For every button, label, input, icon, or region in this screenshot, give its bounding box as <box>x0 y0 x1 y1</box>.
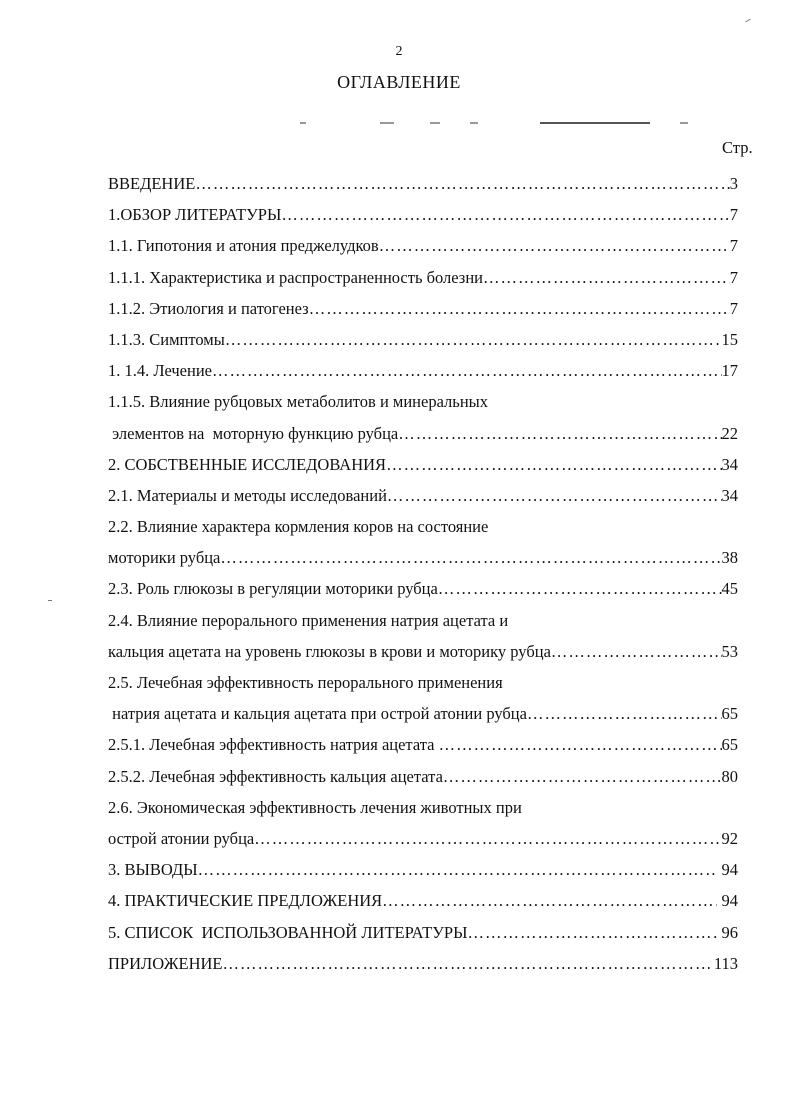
page-column-label: Стр. <box>722 138 753 157</box>
toc-leader-dots <box>398 418 721 449</box>
toc-entry-page: 3 <box>729 174 738 193</box>
toc-entry[interactable] <box>108 885 738 916</box>
scan-artifact-dash <box>680 122 688 124</box>
scan-artifact-dash <box>470 122 478 124</box>
toc-entry-title: 3. ВЫВОДЫ <box>108 860 198 880</box>
toc-entry-page: 34 <box>721 454 738 474</box>
toc-entry-title[interactable]: 1.1.5. Влияние рубцовых метаболитов и минеральных <box>108 392 488 412</box>
toc-entry-title: 4. ПРАКТИЧЕСКИЕ ПРЕДЛОЖЕНИЯ <box>108 891 383 911</box>
scan-artifact-mark <box>745 19 751 23</box>
toc-entry-page: 7 <box>729 236 738 256</box>
toc-entry[interactable] <box>108 293 738 324</box>
toc-entry[interactable] <box>108 355 738 386</box>
scan-artifact-mark <box>48 600 52 601</box>
toc-leader-dots <box>222 948 713 979</box>
toc-leader-dots <box>225 324 722 355</box>
toc-entry-title: 2.1. Материалы и методы исследований <box>108 485 387 505</box>
toc-entry[interactable] <box>108 636 738 667</box>
scan-artifact-dash <box>300 122 306 124</box>
toc-entry-title: 1.1.3. Симптомы <box>108 329 225 349</box>
scan-artifact-dash <box>380 122 394 124</box>
toc-entry-title[interactable]: 2.5. Лечебная эффективность перорального применения <box>108 673 503 692</box>
toc-entry[interactable] <box>108 449 738 480</box>
toc-entry[interactable] <box>108 199 738 230</box>
toc-entry[interactable] <box>108 542 738 573</box>
toc-entry[interactable] <box>108 230 738 261</box>
toc-leader-dots <box>443 761 722 792</box>
toc-entry-page: 17 <box>721 361 738 381</box>
toc-entry-title: 1.1.1. Характеристика и распространенность болезни <box>108 267 483 287</box>
toc-entry-title: 2. СОБСТВЕННЫЕ ИССЛЕДОВАНИЯ <box>108 454 387 474</box>
toc-entry[interactable] <box>108 480 738 511</box>
toc-leader-dots <box>212 355 722 386</box>
toc-leader-dots <box>483 262 730 293</box>
toc-entry[interactable] <box>108 948 738 979</box>
toc-leader-dots <box>467 917 717 948</box>
toc-entry-page: 7 <box>729 205 738 225</box>
toc-entry[interactable] <box>108 262 738 293</box>
toc-leader-dots <box>438 573 722 604</box>
toc-entry-page: 65 <box>721 704 738 724</box>
toc-entry-page: 15 <box>721 329 738 349</box>
toc-entry-continuation: моторики рубца <box>108 548 221 568</box>
toc-entry-title: 1.ОБЗОР ЛИТЕРАТУРЫ <box>108 205 282 225</box>
toc-entry[interactable] <box>108 761 738 792</box>
toc-entry-page: 53 <box>721 641 738 661</box>
toc-entry-title: 5. СПИСОК ИСПОЛЬЗОВАННОЙ ЛИТЕРАТУРЫ <box>108 922 468 942</box>
table-of-contents <box>108 168 738 979</box>
toc-entry-continuation: острой атонии рубца <box>108 828 255 848</box>
toc-entry[interactable] <box>108 823 738 854</box>
toc-entry-page: 7 <box>729 298 738 318</box>
toc-entry-page: 92 <box>721 828 738 848</box>
toc-entry[interactable] <box>108 573 738 604</box>
toc-entry-title[interactable]: 2.6. Экономическая эффективность лечения животных при <box>108 797 522 817</box>
scan-artifact-line <box>540 122 650 124</box>
toc-entry-title: 1. 1.4. Лечение <box>108 361 212 381</box>
toc-entry-title: 2.5.1. Лечебная эффективность натрия ацетата <box>108 735 439 755</box>
toc-leader-dots <box>551 636 722 667</box>
toc-entry[interactable] <box>108 917 738 948</box>
toc-entry[interactable] <box>108 854 738 885</box>
toc-entry[interactable] <box>108 418 738 449</box>
toc-leader-dots <box>387 480 722 511</box>
page-number: 2 <box>395 44 403 59</box>
toc-entry-title: ВВЕДЕНИЕ <box>108 174 196 193</box>
toc-entry-page: 45 <box>721 579 738 599</box>
toc-entry-title[interactable]: 2.2. Влияние характера кормления коров на состояние <box>108 517 489 537</box>
toc-entry-page: 7 <box>729 267 738 287</box>
toc-leader-dots <box>195 168 729 199</box>
toc-entry-title: 2.3. Роль глюкозы в регуляции моторики рубца <box>108 579 438 599</box>
toc-entry-page: 38 <box>721 548 738 568</box>
toc-entry-title: ПРИЛОЖЕНИЕ <box>108 953 223 973</box>
toc-entry[interactable] <box>108 698 738 729</box>
toc-entry-page: 94 <box>717 891 738 911</box>
toc-leader-dots <box>527 698 722 729</box>
toc-leader-dots <box>220 542 721 573</box>
toc-entry[interactable] <box>108 324 738 355</box>
toc-entry-page: 96 <box>717 922 738 942</box>
toc-entry-page: 113 <box>713 953 738 973</box>
toc-entry-continuation: элементов на моторную функцию рубца <box>108 423 399 443</box>
toc-entry-page: 65 <box>721 735 738 755</box>
toc-entry-page: 22 <box>721 423 738 443</box>
toc-leader-dots <box>439 729 722 760</box>
toc-leader-dots <box>386 449 721 480</box>
toc-leader-dots <box>309 293 730 324</box>
toc-entry-title: 1.1.2. Этиология и патогенез <box>108 298 309 318</box>
toc-leader-dots <box>198 854 718 885</box>
toc-entry-title[interactable]: 2.4. Влияние перорального применения натрия ацетата и <box>108 610 509 630</box>
toc-leader-dots <box>379 230 730 261</box>
toc-entry-page: 34 <box>721 485 738 505</box>
toc-entry[interactable] <box>108 168 738 199</box>
page-title: ОГЛАВЛЕНИЕ <box>337 72 461 92</box>
toc-entry[interactable] <box>108 729 738 760</box>
toc-entry-page: 80 <box>721 766 738 786</box>
toc-entry-title: 2.5.2. Лечебная эффективность кальция ацетата <box>108 766 443 786</box>
toc-entry-continuation: натрия ацетата и кальция ацетата при острой атонии рубца <box>108 704 527 724</box>
toc-entry-page: 94 <box>717 860 738 880</box>
toc-entry-continuation: кальция ацетата на уровень глюкозы в крови и моторику рубца <box>108 641 551 661</box>
toc-leader-dots <box>382 885 717 916</box>
scan-artifact-dash <box>430 122 440 124</box>
toc-leader-dots <box>254 823 721 854</box>
toc-leader-dots <box>281 199 729 230</box>
toc-entry-title: 1.1. Гипотония и атония преджелудков <box>108 236 379 256</box>
